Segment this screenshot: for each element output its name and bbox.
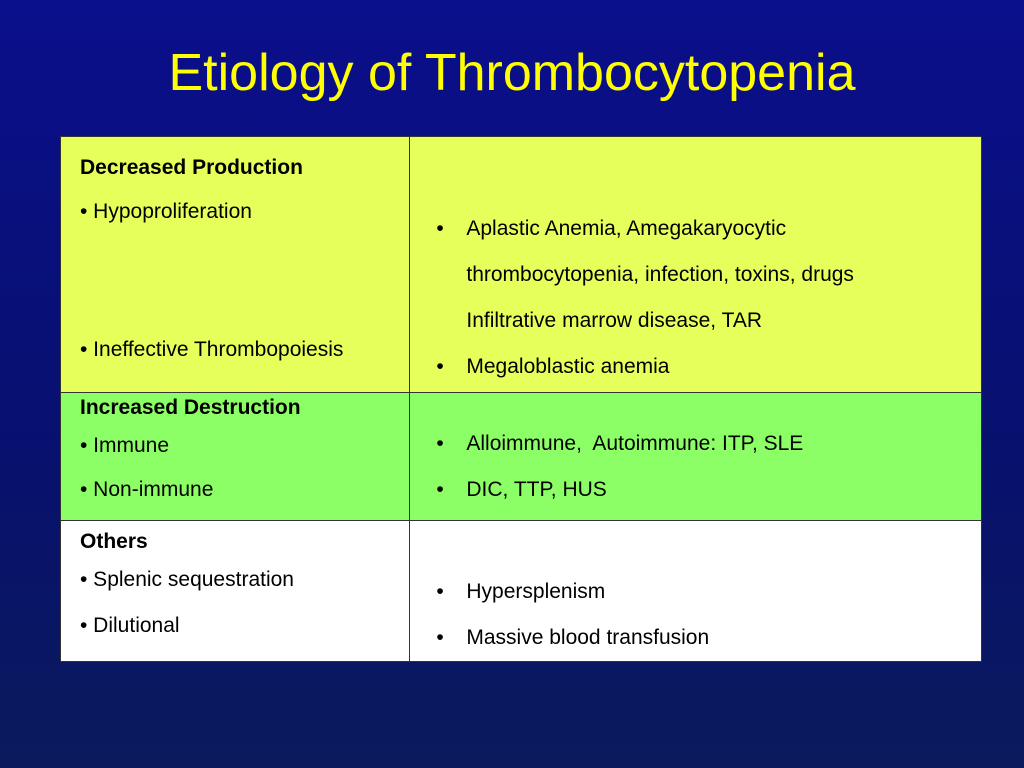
cell-increased-destruction-causes <box>61 393 410 521</box>
bullet-icon: • <box>436 580 444 603</box>
table-row-others <box>61 521 982 662</box>
example-text: thrombocytopenia, infection, toxins, drugs <box>466 263 854 286</box>
example-text: Hypersplenism <box>466 580 606 603</box>
example-text: Alloimmune, Autoimmune: ITP, SLE <box>466 432 804 455</box>
cause-item: • Immune <box>80 434 170 457</box>
etiology-table <box>60 136 982 662</box>
list-item <box>410 206 981 252</box>
list-item <box>410 467 981 513</box>
example-text: Infiltrative marrow disease, TAR <box>466 309 763 332</box>
cause-item: • Dilutional <box>80 614 180 637</box>
list-item-continuation <box>410 252 981 298</box>
row-heading: Others <box>80 530 148 553</box>
list-item <box>410 615 981 661</box>
example-text: Massive blood transfusion <box>466 626 710 649</box>
cell-others-examples <box>410 521 982 662</box>
cause-item: • Splenic sequestration <box>80 568 294 591</box>
row-heading: Decreased Production <box>80 156 303 179</box>
bullet-icon: • <box>436 432 444 455</box>
cell-increased-destruction-examples <box>410 393 982 521</box>
list-item-continuation <box>410 298 981 344</box>
cell-decreased-production-examples <box>410 137 982 393</box>
list-item <box>410 569 981 615</box>
cell-decreased-production-causes <box>61 137 410 393</box>
cause-item: • Ineffective Thrombopoiesis <box>80 338 344 361</box>
list-item <box>410 421 981 467</box>
cause-item: • Non-immune <box>80 478 214 501</box>
cause-item: • Hypoproliferation <box>80 200 252 223</box>
cell-others-causes <box>61 521 410 662</box>
bullet-icon: • <box>436 478 444 501</box>
slide-title: Etiology of Thrombocytopenia <box>168 44 856 102</box>
bullet-icon: • <box>436 217 444 240</box>
row-heading: Increased Destruction <box>80 396 301 419</box>
list-item <box>410 344 981 390</box>
bullet-icon: • <box>436 355 444 378</box>
example-text: Aplastic Anemia, Amegakaryocytic <box>466 217 787 240</box>
table-row-decreased-production <box>61 137 982 393</box>
example-text: Megaloblastic anemia <box>466 355 670 378</box>
table-row-increased-destruction <box>61 393 982 521</box>
bullet-icon: • <box>436 626 444 649</box>
example-text: DIC, TTP, HUS <box>466 478 607 501</box>
